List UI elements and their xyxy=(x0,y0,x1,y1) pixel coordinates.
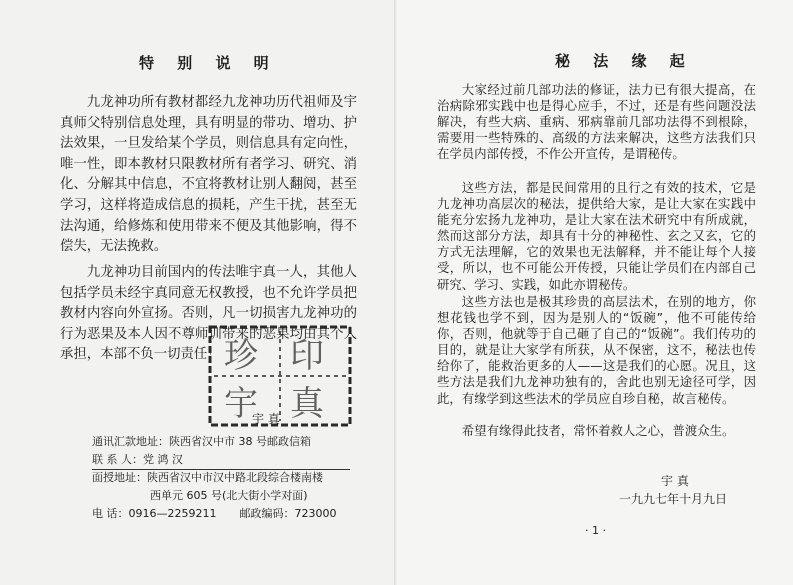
phone-value: 0916—2259211 xyxy=(128,507,217,520)
postcode-value: 723000 xyxy=(294,507,337,520)
right-signature: 宇 真 xyxy=(661,474,689,488)
contact-person xyxy=(92,451,336,469)
visit-address-label: 面授地址： xyxy=(92,471,147,484)
right-page xyxy=(397,0,793,585)
svg-text:宇: 宇 xyxy=(224,384,258,424)
svg-text:真: 真 xyxy=(290,384,324,424)
left-page xyxy=(0,0,396,585)
person-value: 党 鸿 汉 xyxy=(143,453,183,466)
left-page-title: 特 别 说 明 xyxy=(139,54,278,72)
right-paragraph-1: 大家经过前几部功法的修证，法力已有很大提高，在治病除邪实践中也是得心应手，不过，还是有些问题没法解决，有些大病、重病、邪病靠前几部功法得不到根除，需要用一些特殊的、高级的方法来解决，这些方法我们只在学员内部传授，不作公开宣传，是谓秘传。 xyxy=(437,82,756,162)
left-signature: 宇 真 xyxy=(252,412,280,426)
svg-text:印: 印 xyxy=(290,336,324,376)
contact-divider xyxy=(92,469,350,470)
right-paragraph-3: 这些方法也是极其珍贵的高层法术，在别的地方，你想花钱也学不到，因为是别人的“饭碗”，他不可能传给你，否则，他就等于自己砸了自己的“饭碗”。我们传功的目的，就是让大家学有所获，从不保密，这不，秘法也传给你了，能救治更多的人——这是我们的心愿。况且，这些方法是我们九龙神功独有的，舍此也别无途径可学，因此，有缘学到这些法术的学员应自珍自秘，故言秘传。 xyxy=(437,294,756,406)
seal-stamp xyxy=(206,323,354,429)
contact-address xyxy=(92,433,336,451)
contact-phone xyxy=(92,505,336,523)
address-value: 陕西省汉中市 38 号邮政信箱 xyxy=(169,435,311,448)
left-paragraph-2: 九龙神功目前国内的传法唯宇真一人，其他人包括学员未经宇真同意无权教授，也不允许学员把教材内容向外宣扬。否则，凡一切损害九龙神功的行为恶果及本人因不尊师训带来的恶果均由其个人承担，本部不负一切责任！ xyxy=(60,265,357,363)
right-paragraph-4: 希望有缘得此技者，常怀着救人之心，普渡众生。 xyxy=(461,423,735,438)
person-label: 联 系 人： xyxy=(92,453,143,466)
contact-visit-address xyxy=(92,469,336,487)
contact-visit-address-line2 xyxy=(92,487,336,505)
visit-address-value-1: 陕西省汉中市汉中路北段综合楼南楼 xyxy=(147,471,323,484)
svg-text:珍: 珍 xyxy=(224,336,258,376)
page-number: · 1 · xyxy=(585,524,606,537)
right-date: 一九九七年十月九日 xyxy=(619,492,728,506)
right-page-title: 秘 法 缘 起 xyxy=(555,52,694,70)
left-paragraph-1: 九龙神功所有教材都经九龙神功历代祖师及宇真师父特别信息处理，具有明显的带功、增功、护法效果，一旦发给某个学员，则信息具有定向性，唯一性，即本教材只限教材所有者学习、研究、消化、分解其中信息，不宜将教材让别人翻阅，甚至学习，这样将造成信息的损耗，产生干扰，甚至无法沟通，给修炼和使用带来不便及其他影响，得不偿失，无法挽救。 xyxy=(60,95,357,255)
address-label: 通讯汇款地址： xyxy=(92,435,169,448)
phone-label: 电 话： xyxy=(92,507,129,520)
contact-block xyxy=(92,433,336,523)
visit-address-value-2: 西单元 605 号(北大街小学对面) xyxy=(150,489,308,502)
postcode-label: 邮政编码： xyxy=(239,507,295,520)
right-paragraph-2: 这些方法，都是民间常用的且行之有效的技术，它是九龙神功高层次的秘法，提供给大家，是让大家在实践中能充分宏扬九龙神功，是让大家在法术研究中有所成就，然而这部分方法，却具有十分的神秘性、玄之又玄，它的方式无法理解，它的效果也无法解释，并不能让每个人接受，所以，也不可能公开传授，只能让学员们在内部自己研究、学习、实践，如此亦谓秘传。 xyxy=(437,180,756,292)
